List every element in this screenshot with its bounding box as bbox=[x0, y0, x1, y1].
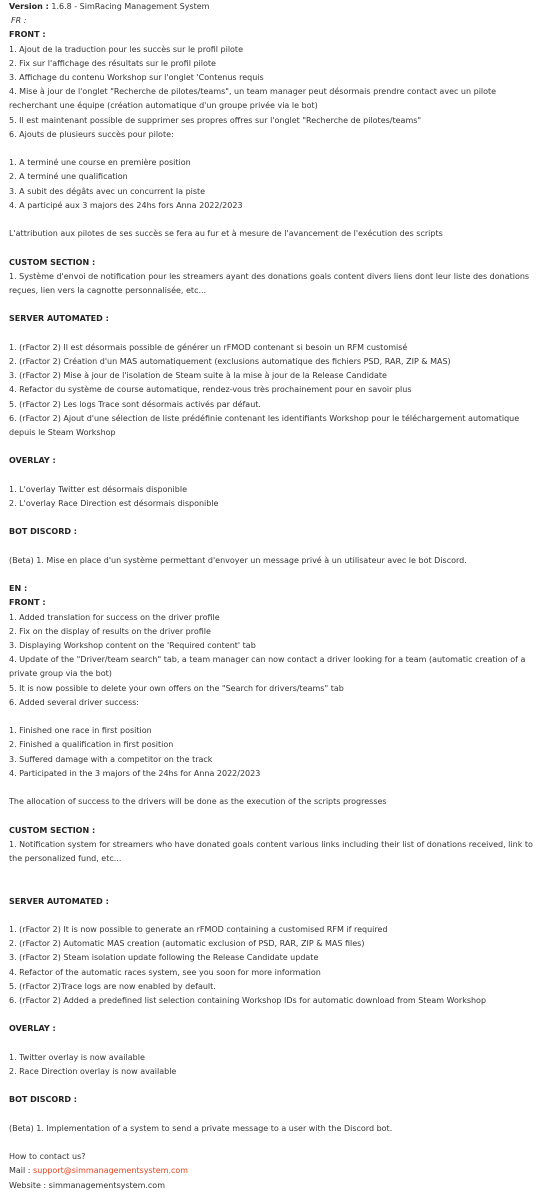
list-item: 1. A terminé une course en première position bbox=[9, 158, 191, 168]
list-item: 4. A participé aux 3 majors des 24hs fors Anna 2022/2023 bbox=[9, 200, 243, 210]
list-item: 4. Refactor of the automatic races system, see you soon for more information bbox=[9, 967, 321, 977]
list-item: 1. (rFactor 2) It is now possible to generate an rFMOD containing a customised RFM if required bbox=[9, 924, 388, 934]
list-item: 1. Système d'envoi de notification pour les streamers ayant des donations goals content divers liens dont leur liste des donations reçues, lien vers la cagnotte personnalisée, etc... bbox=[9, 271, 530, 296]
list-item: 1. Ajout de la traduction pour les succès sur le profil pilote bbox=[9, 44, 243, 54]
list-item: 3. (rFactor 2) Mise à jour de l'isolation de Steam suite à la mise à jour de la Release Candidate bbox=[9, 371, 387, 381]
list-item: 2. L'overlay Race Direction est désormais disponible bbox=[9, 499, 219, 508]
list-item: 1. Notification system for streamers who have donated goals content various links including their list of donations received, link to the personalized fund, etc... bbox=[9, 839, 533, 863]
list-item: 2. A terminé une qualification bbox=[9, 172, 128, 182]
fr-custom-heading: CUSTOM SECTION : bbox=[9, 257, 96, 267]
list-item: (Beta) 1. Implementation of a system to send a private message to a user with the Discord bot. bbox=[9, 1123, 393, 1133]
support-email-link[interactable]: support@simmanagementsystem.com bbox=[33, 1166, 189, 1176]
list-item: 5. It is now possible to delete your own offers on the "Search for drivers/teams" tab bbox=[9, 683, 344, 693]
version-line bbox=[9, 0, 537, 14]
list-item: 4. Participated in the 3 majors of the 24hs for Anna 2022/2023 bbox=[9, 768, 261, 778]
list-item: 2. Fix on the display of results on the driver profile bbox=[9, 626, 211, 636]
list-item: 2. Fix sur l'affichage des résultats sur le profil pilote bbox=[9, 58, 216, 68]
version-label: Version : bbox=[9, 2, 49, 11]
list-item: 3. Displaying Workshop content on the 'Required content' tab bbox=[9, 640, 256, 650]
list-item: 1. (rFactor 2) Il est désormais possible de générer un rFMOD contenant si besoin un RFM customisé bbox=[9, 342, 408, 352]
list-item: 6. (rFactor 2) Added a predefined list selection containing Workshop IDs for automatic download from Steam Workshop bbox=[9, 995, 487, 1005]
fr-front-heading: FRONT : bbox=[9, 30, 46, 40]
list-item: 3. Affichage du contenu Workshop sur l'onglet 'Contenus requis bbox=[9, 73, 264, 83]
fr-server-heading: SERVER AUTOMATED : bbox=[9, 314, 109, 324]
list-item: 5. (rFactor 2) Les logs Trace sont désormais activés par défaut. bbox=[9, 399, 261, 409]
list-item: 1. Added translation for success on the driver profile bbox=[9, 612, 220, 622]
version-value: 1.6.8 - SimRacing Management System bbox=[48, 2, 210, 11]
list-item: 4. Update of the "Driver/team search" tab, a team manager can now contact a driver looking for a team (automatic creation of a private group via the bot) bbox=[9, 655, 526, 679]
en-bot-heading: BOT DISCORD : bbox=[9, 1095, 77, 1105]
fr-success-note: L'attribution aux pilotes de ses succès se fera au fur et à mesure de l'avancement de l'exécution des scripts bbox=[9, 229, 443, 239]
list-item: (Beta) 1. Mise en place d'un système permettant d'envoyer un message privé à un utilisateur avec le bot Discord. bbox=[9, 555, 467, 565]
website-value: simmanagementsystem.com bbox=[48, 1180, 165, 1190]
list-item: 4. Refactor du système de course automatique, rendez-vous très prochainement pour en savoir plus bbox=[9, 385, 412, 395]
list-item: 3. A subit des dégâts avec un concurrent la piste bbox=[9, 186, 206, 196]
list-item: 2. (rFactor 2) Automatic MAS creation (automatic exclusion of PSD, RAR, ZIP & MAS files) bbox=[9, 939, 365, 949]
list-item: 5. Il est maintenant possible de supprimer ses propres offres sur l'onglet "Recherche de pilotes/teams" bbox=[9, 115, 422, 125]
contact-website-line bbox=[9, 1179, 537, 1193]
list-item: 4. Mise à jour de l'onglet "Recherche de pilotes/teams", un team manager peut désormais prendre contact avec un pilote recherchant une équipe (création automatique d'un groupe privée via le bot) bbox=[9, 87, 497, 111]
list-item: 1. Finished one race in first position bbox=[9, 726, 152, 736]
en-custom-heading: CUSTOM SECTION : bbox=[9, 825, 96, 835]
contact-question: How to contact us? bbox=[9, 1152, 86, 1162]
mail-label: Mail : bbox=[9, 1166, 34, 1176]
fr-language-label: FR : bbox=[11, 16, 27, 26]
list-item: 2. Race Direction overlay is now available bbox=[9, 1066, 177, 1076]
list-item: 6. (rFactor 2) Ajout d'une sélection de liste prédéfinie contenant les identifiants Workshop pour le téléchargement automatique depuis le Steam Workshop bbox=[9, 413, 520, 438]
en-front-heading: FRONT : bbox=[9, 598, 46, 608]
list-item: 2. Finished a qualification in first position bbox=[9, 740, 174, 750]
list-item: 1. L'overlay Twitter est désormais disponible bbox=[9, 484, 187, 494]
list-item: 6. Ajouts de plusieurs succès pour pilote: bbox=[9, 129, 174, 139]
list-item: 6. Added several driver success: bbox=[9, 697, 139, 707]
list-item: 5. (rFactor 2)Trace logs are now enabled by default. bbox=[9, 981, 216, 991]
fr-bot-heading: BOT DISCORD : bbox=[9, 527, 77, 537]
en-server-heading: SERVER AUTOMATED : bbox=[9, 896, 109, 906]
en-overlay-heading: OVERLAY : bbox=[9, 1024, 56, 1034]
website-label: Website : bbox=[9, 1180, 49, 1190]
fr-overlay-heading: OVERLAY : bbox=[9, 456, 56, 466]
contact-mail-line bbox=[9, 1164, 537, 1178]
list-item: 1. Twitter overlay is now available bbox=[9, 1052, 145, 1062]
en-language-label: EN : bbox=[9, 584, 28, 594]
list-item: 3. (rFactor 2) Steam isolation update following the Release Candidate update bbox=[9, 953, 319, 963]
en-success-note: The allocation of success to the drivers will be done as the execution of the scripts progresses bbox=[9, 797, 387, 807]
list-item: 3. Suffered damage with a competitor on the track bbox=[9, 754, 213, 764]
list-item: 2. (rFactor 2) Création d'un MAS automatiquement (exclusions automatique des fichiers PSD, RAR, ZIP & MAS) bbox=[9, 357, 451, 366]
